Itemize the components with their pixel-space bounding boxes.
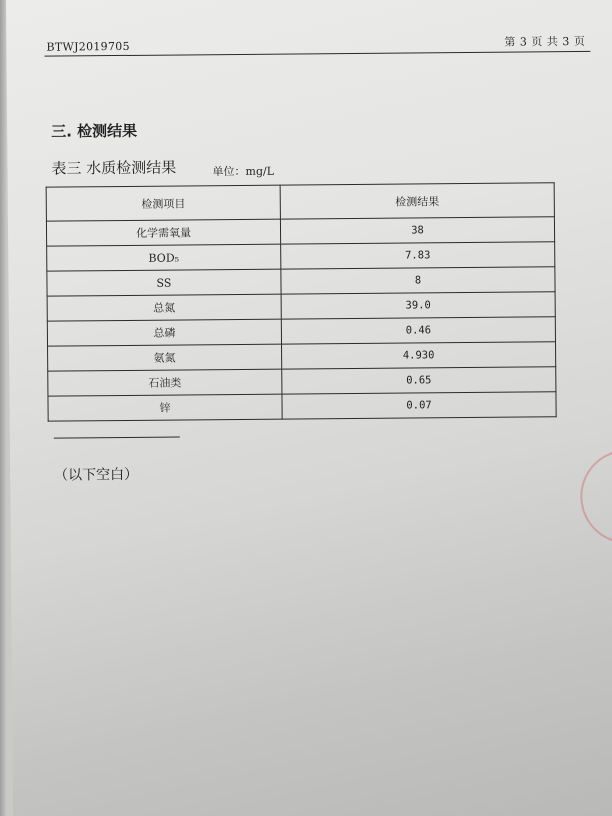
test-item: 石油类 xyxy=(48,369,282,396)
page-indicator: 第 3 页 共 3 页 xyxy=(504,34,586,49)
table-row xyxy=(48,392,556,421)
table-unit: 单位：mg/L xyxy=(212,164,275,179)
test-result: 0.65 xyxy=(282,367,556,394)
report-code: BTWJ2019705 xyxy=(46,39,130,54)
test-result: 0.07 xyxy=(282,392,556,419)
test-result: 0.46 xyxy=(281,317,555,344)
test-item: 化学需氧量 xyxy=(46,219,280,246)
column-header-item: 检测项目 xyxy=(46,185,280,221)
page-edge-shadow xyxy=(0,0,6,816)
test-result: 8 xyxy=(281,267,555,294)
end-divider xyxy=(54,436,180,438)
blank-below-note: （以下空白） xyxy=(54,466,139,484)
test-result: 7.83 xyxy=(281,242,555,269)
document-page xyxy=(6,0,612,816)
test-item: 总氮 xyxy=(47,294,281,321)
test-result: 38 xyxy=(280,217,554,244)
test-result: 4.930 xyxy=(282,342,556,369)
test-item: 氨氮 xyxy=(48,344,282,371)
red-seal-stamp xyxy=(580,449,612,544)
test-item: SS xyxy=(47,269,281,296)
test-item: 锌 xyxy=(48,394,282,421)
test-item: BOD₅ xyxy=(47,244,281,271)
test-item: 总磷 xyxy=(47,319,281,346)
test-result: 39.0 xyxy=(281,292,555,319)
section-title: 三. 检测结果 xyxy=(51,121,138,141)
table-caption: 表三 水质检测结果 xyxy=(51,158,177,178)
table-header-row xyxy=(46,183,554,221)
column-header-result: 检测结果 xyxy=(280,183,554,219)
results-table xyxy=(46,182,557,421)
